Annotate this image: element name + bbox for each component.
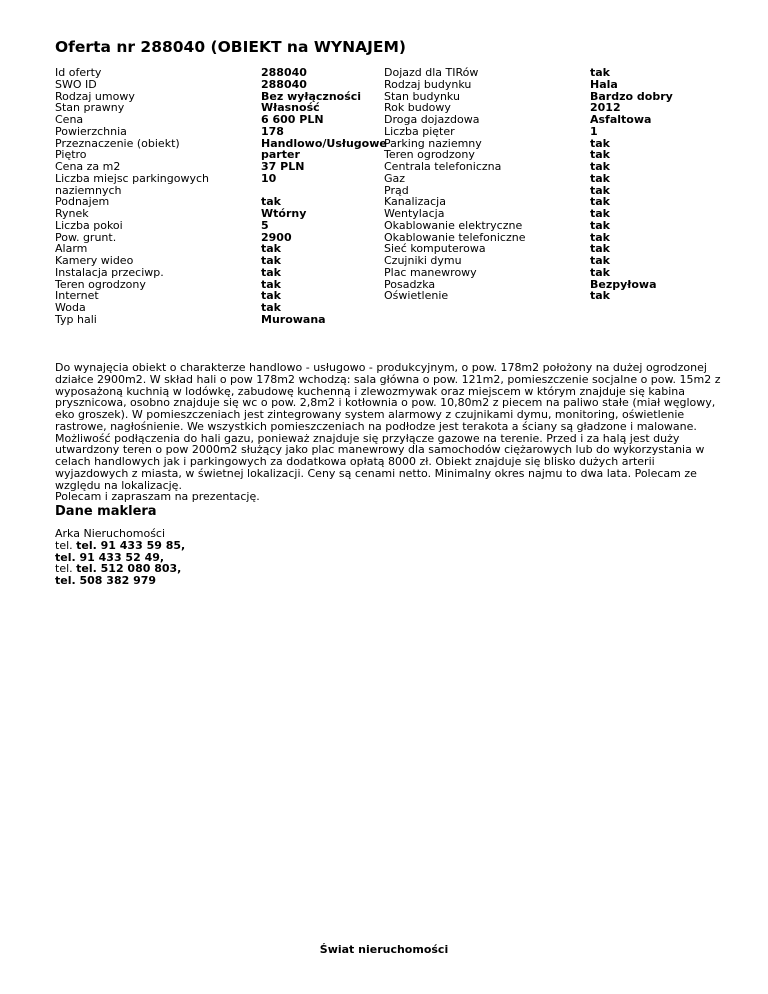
tel-prefix: tel. bbox=[55, 538, 73, 552]
spec-value: tak bbox=[590, 136, 610, 150]
spec-label: Liczba pokoi bbox=[55, 218, 123, 232]
broker-company: Arka Nieruchomości bbox=[55, 527, 166, 540]
spec-value: 178 bbox=[261, 124, 284, 138]
spec-label bbox=[384, 314, 590, 326]
spec-value: 288040 bbox=[261, 77, 307, 91]
spec-label: Powierzchnia bbox=[55, 124, 127, 138]
spec-label: Prąd bbox=[384, 183, 409, 197]
spec-value: tak bbox=[590, 230, 610, 244]
spec-value: 10 bbox=[261, 171, 277, 185]
spec-row bbox=[55, 126, 700, 138]
spec-value: tak bbox=[261, 195, 281, 209]
spec-value: tak bbox=[590, 289, 610, 303]
spec-label: Okablowanie elektryczne bbox=[384, 218, 523, 232]
spec-label: Dojazd dla TIRów bbox=[384, 66, 479, 79]
page-title: Oferta nr 288040 (OBIEKT na WYNAJEM) bbox=[55, 38, 406, 56]
spec-row bbox=[55, 290, 700, 302]
spec-label bbox=[384, 302, 590, 314]
spec-label: Rodzaj umowy bbox=[55, 89, 135, 103]
property-description bbox=[55, 362, 725, 503]
spec-label: Rynek bbox=[55, 207, 89, 220]
spec-value: 6 600 PLN bbox=[261, 113, 324, 126]
description-paragraph: Do wynajęcia obiekt o charakterze handlowo - usługowo - produkcyjnym, o pow. 178m2 położony na dużej ogrodzonej działce 2900m2. W skład hali o pow 178m2 wchodzą: sala główna o pow. 121m2, pomieszczenie socjalne o pow. 15m2 z wyposażoną kuchnią w lodówkę, zabudowę kuchenną i zlewozmywak oraz miejscem w którym znajduje się kabina prysznicowa, osobno znajduje się wc o pow. 2,8m2 i kotłownia o pow. 10,80m2 z piecem na paliwo stałe (miał węglowy, eko groszek). W pomieszczeniach jest zintegrowany system alarmowy z czujnikami dymu, monitoring, oświetlenie rastrowe, nagłośnienie. We wszystkich pomieszczeniach na podłodze jest terakota a ściany są gładzone i malowane. Możliwość podłączenia do hali gazu, ponieważ znajduje się przyłącze gazowe na terenie. Przed i za halą jest duży utwardzony teren o pow 2000m2 służący jako plac manewrowy dla samochodów ciężarowych lub do wykorzystania w celach handlowych jak i parkingowych za dodatkowa opłatą 8000 zł. Obiekt znajduje się blisko dużych arterii wyjazdowych z miasta, w świetnej lokalizacji. Ceny są cenami netto. Minimalny okres najmu to dwa lata. Polecam ze względu na lokalizację. bbox=[55, 361, 721, 492]
spec-label: Kanalizacja bbox=[384, 195, 446, 209]
spec-label: Gaz bbox=[384, 171, 406, 185]
spec-value: Bardzo dobry bbox=[590, 89, 673, 103]
broker-phone-4: tel. 508 382 979 bbox=[55, 574, 157, 587]
spec-value: Bez wyłączności bbox=[261, 89, 362, 103]
spec-label: Wentylacja bbox=[384, 207, 445, 220]
spec-value: tak bbox=[590, 207, 610, 220]
spec-value: Własność bbox=[261, 101, 320, 115]
spec-row bbox=[55, 314, 700, 326]
spec-value bbox=[590, 302, 700, 314]
spec-label: Teren ogrodzony bbox=[384, 148, 475, 162]
spec-row bbox=[55, 161, 700, 173]
spec-label: Czujniki dymu bbox=[384, 254, 462, 267]
spec-label: SWO ID bbox=[55, 77, 97, 91]
spec-label: Kamery wideo bbox=[55, 254, 134, 267]
spec-label: Okablowanie telefoniczne bbox=[384, 230, 526, 244]
spec-value: 288040 bbox=[261, 66, 307, 79]
spec-row bbox=[55, 220, 700, 232]
tel-prefix: tel. bbox=[55, 562, 73, 576]
spec-value: tak bbox=[590, 183, 610, 197]
spec-label: Rodzaj budynku bbox=[384, 77, 472, 91]
spec-row bbox=[55, 267, 700, 279]
spec-label: Cena bbox=[55, 113, 84, 126]
spec-label: Oświetlenie bbox=[384, 289, 449, 303]
spec-value: Wtórny bbox=[261, 207, 307, 220]
spec-value: Murowana bbox=[261, 312, 326, 326]
spec-label: Podnajem bbox=[55, 195, 110, 209]
spec-value: tak bbox=[590, 242, 610, 256]
spec-label: Stan prawny bbox=[55, 101, 125, 115]
spec-label: Typ hali bbox=[55, 312, 97, 326]
spec-value: Bezpyłowa bbox=[590, 277, 657, 291]
spec-value: parter bbox=[261, 148, 300, 162]
spec-value: tak bbox=[261, 265, 281, 279]
broker-phone-2: tel. 91 433 52 49, bbox=[55, 550, 165, 564]
spec-value: tak bbox=[590, 148, 610, 162]
spec-value: Handlowo/Usługowe bbox=[261, 136, 387, 150]
spec-value: 1 bbox=[590, 124, 598, 138]
spec-value: tak bbox=[590, 218, 610, 232]
spec-label: Internet bbox=[55, 289, 99, 303]
spec-label: Cena za m2 bbox=[55, 160, 121, 173]
spec-label: Posadzka bbox=[384, 277, 436, 291]
spec-value: 2900 bbox=[261, 230, 292, 244]
spec-value: tak bbox=[261, 277, 281, 291]
spec-value bbox=[590, 314, 700, 326]
spec-label: Parking naziemny bbox=[384, 136, 482, 150]
spec-row bbox=[55, 79, 700, 91]
spec-label: Centrala telefoniczna bbox=[384, 160, 502, 173]
spec-value: tak bbox=[261, 242, 281, 256]
spec-value: tak bbox=[261, 254, 281, 267]
spec-value: tak bbox=[590, 254, 610, 267]
spec-value: 5 bbox=[261, 218, 269, 232]
broker-phone-3: tel. 512 080 803, bbox=[76, 562, 182, 576]
broker-heading: Dane maklera bbox=[55, 504, 157, 519]
spec-value: tak bbox=[261, 301, 281, 314]
broker-phone-line-4 bbox=[55, 575, 185, 587]
spec-row bbox=[55, 114, 700, 126]
spec-value: tak bbox=[590, 265, 610, 279]
spec-label: Przeznaczenie (obiekt) bbox=[55, 136, 180, 150]
spec-label: Alarm bbox=[55, 242, 88, 256]
spec-value: Asfaltowa bbox=[590, 113, 652, 126]
spec-value: 37 PLN bbox=[261, 160, 305, 173]
spec-value: tak bbox=[261, 289, 281, 303]
spec-value: tak bbox=[590, 66, 610, 79]
spec-label: Stan budynku bbox=[384, 89, 460, 103]
spec-value: 2012 bbox=[590, 101, 621, 115]
spec-row bbox=[55, 302, 700, 314]
footer-brand: Świat nieruchomości bbox=[319, 943, 449, 956]
spec-label: Liczba pięter bbox=[384, 124, 455, 138]
spec-label: Woda bbox=[55, 301, 86, 314]
spec-value: tak bbox=[590, 160, 610, 173]
spec-row bbox=[55, 173, 700, 185]
spec-value: tak bbox=[590, 171, 610, 185]
spec-label: Plac manewrowy bbox=[384, 265, 477, 279]
spec-value: Hala bbox=[590, 77, 618, 91]
spec-value: tak bbox=[590, 195, 610, 209]
spec-label: Liczba miejsc parkingowych bbox=[55, 171, 209, 185]
spec-label: Droga dojazdowa bbox=[384, 113, 480, 126]
description-closing: Polecam i zapraszam na prezentację. bbox=[55, 490, 260, 504]
property-spec-table bbox=[55, 67, 700, 326]
spec-row bbox=[55, 67, 700, 79]
spec-row bbox=[55, 255, 700, 267]
spec-label: Piętro bbox=[55, 148, 87, 162]
spec-row bbox=[55, 208, 700, 220]
spec-label: Sieć komputerowa bbox=[384, 242, 486, 256]
broker-phone-1: tel. 91 433 59 85, bbox=[76, 538, 186, 552]
spec-label: Rok budowy bbox=[384, 101, 451, 115]
spec-label: naziemnych bbox=[55, 183, 122, 197]
spec-label: Id oferty bbox=[55, 66, 102, 79]
spec-label: Teren ogrodzony bbox=[55, 277, 146, 291]
spec-label: Instalacja przeciwp. bbox=[55, 265, 164, 279]
spec-label: Pow. grunt. bbox=[55, 230, 117, 244]
broker-contact bbox=[55, 528, 185, 587]
